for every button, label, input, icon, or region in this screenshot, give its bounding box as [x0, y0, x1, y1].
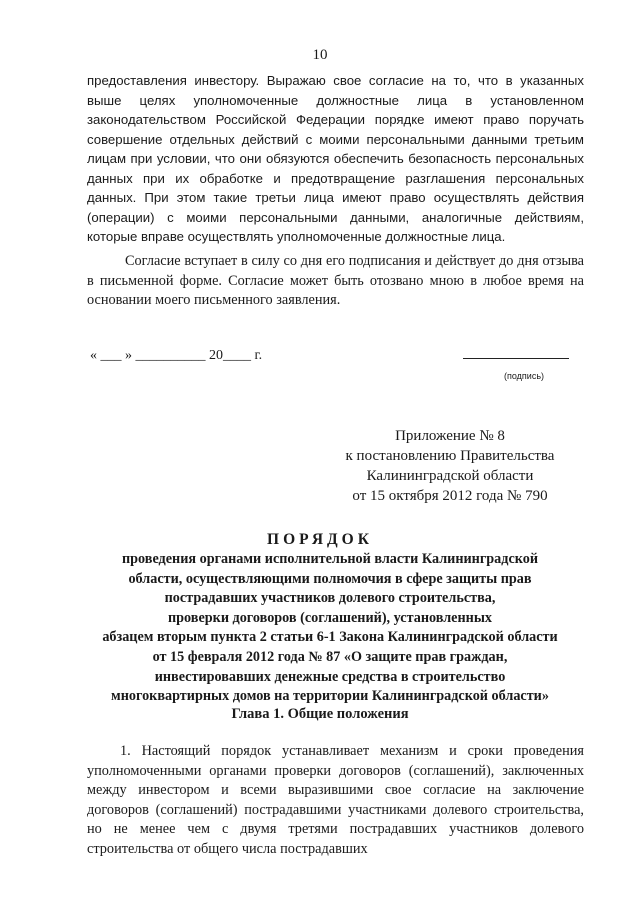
signature-caption: (подпись): [504, 371, 545, 381]
title-line: проведения органами исполнительной власти Калининградской: [121, 551, 539, 567]
title-line: абзацем вторым пункта 2 статьи 6-1 Закона Калининградской области: [102, 629, 558, 646]
annex-reference: к постановлению Правительства: [345, 448, 555, 464]
consent-continuation-paragraph: предоставления инвестору. Выражаю свое согласие на то, что в указанных выше целях уполномоченные должностные лица в установленном законодательством Российской Федерации порядке имеют право поручать совершение отдельных действий с моими персональными данными третьим лицам при условии, что они обязуются обеспечить безопасность персональных данных при их обработке и предотвращение разглашения персональных данных. При этом такие третьи лица имеют право осуществлять действия (операции) с моими персональными данными, аналогичные действиям, которые вправе осуществлять уполномоченные должностные лица.: [87, 73, 584, 244]
annex-region: Калининградской области: [366, 468, 534, 484]
consent-validity-paragraph: Согласие вступает в силу со дня его подписания и действует до дня отзыва в письменной форме. Согласие может быть отозвано мною в любое время на основании моего письменного заявления.: [87, 253, 584, 309]
annex-number: Приложение № 8: [395, 428, 505, 444]
chapter-heading: Глава 1. Общие положения: [231, 706, 409, 722]
document-title: ПОРЯДОК: [267, 531, 373, 548]
page-number: 10: [312, 47, 328, 63]
annex-header: [320, 426, 580, 506]
title-line: многоквартирных домов на территории Калининградской области»: [111, 688, 549, 705]
signature-line: [463, 358, 569, 359]
clause-1-paragraph: 1. Настоящий порядок устанавливает механизм и сроки проведения уполномоченными органами проверки договоров (соглашений), заключенных между инвестором и всеми выразившими свое согласие на заключение договоров (соглашений) пострадавшими участниками долевого строительства, но не менее чем с двумя третями пострадавших участников долевого строительства от общего числа пострадавших: [87, 743, 584, 857]
title-line: области, осуществляющими полномочия в сфере защиты прав: [128, 570, 532, 587]
document-title-description: [60, 550, 600, 707]
title-line: от 15 февраля 2012 года № 87 «О защите прав граждан,: [152, 648, 508, 665]
title-line: проверки договоров (соглашений), установленных: [167, 609, 492, 626]
annex-date: от 15 октября 2012 года № 790: [352, 488, 548, 504]
date-line: « ___ » __________ 20____ г.: [90, 348, 263, 363]
title-line: инвестировавших денежные средства в строительство: [154, 668, 506, 685]
title-line: пострадавших участников долевого строительства,: [164, 590, 496, 607]
